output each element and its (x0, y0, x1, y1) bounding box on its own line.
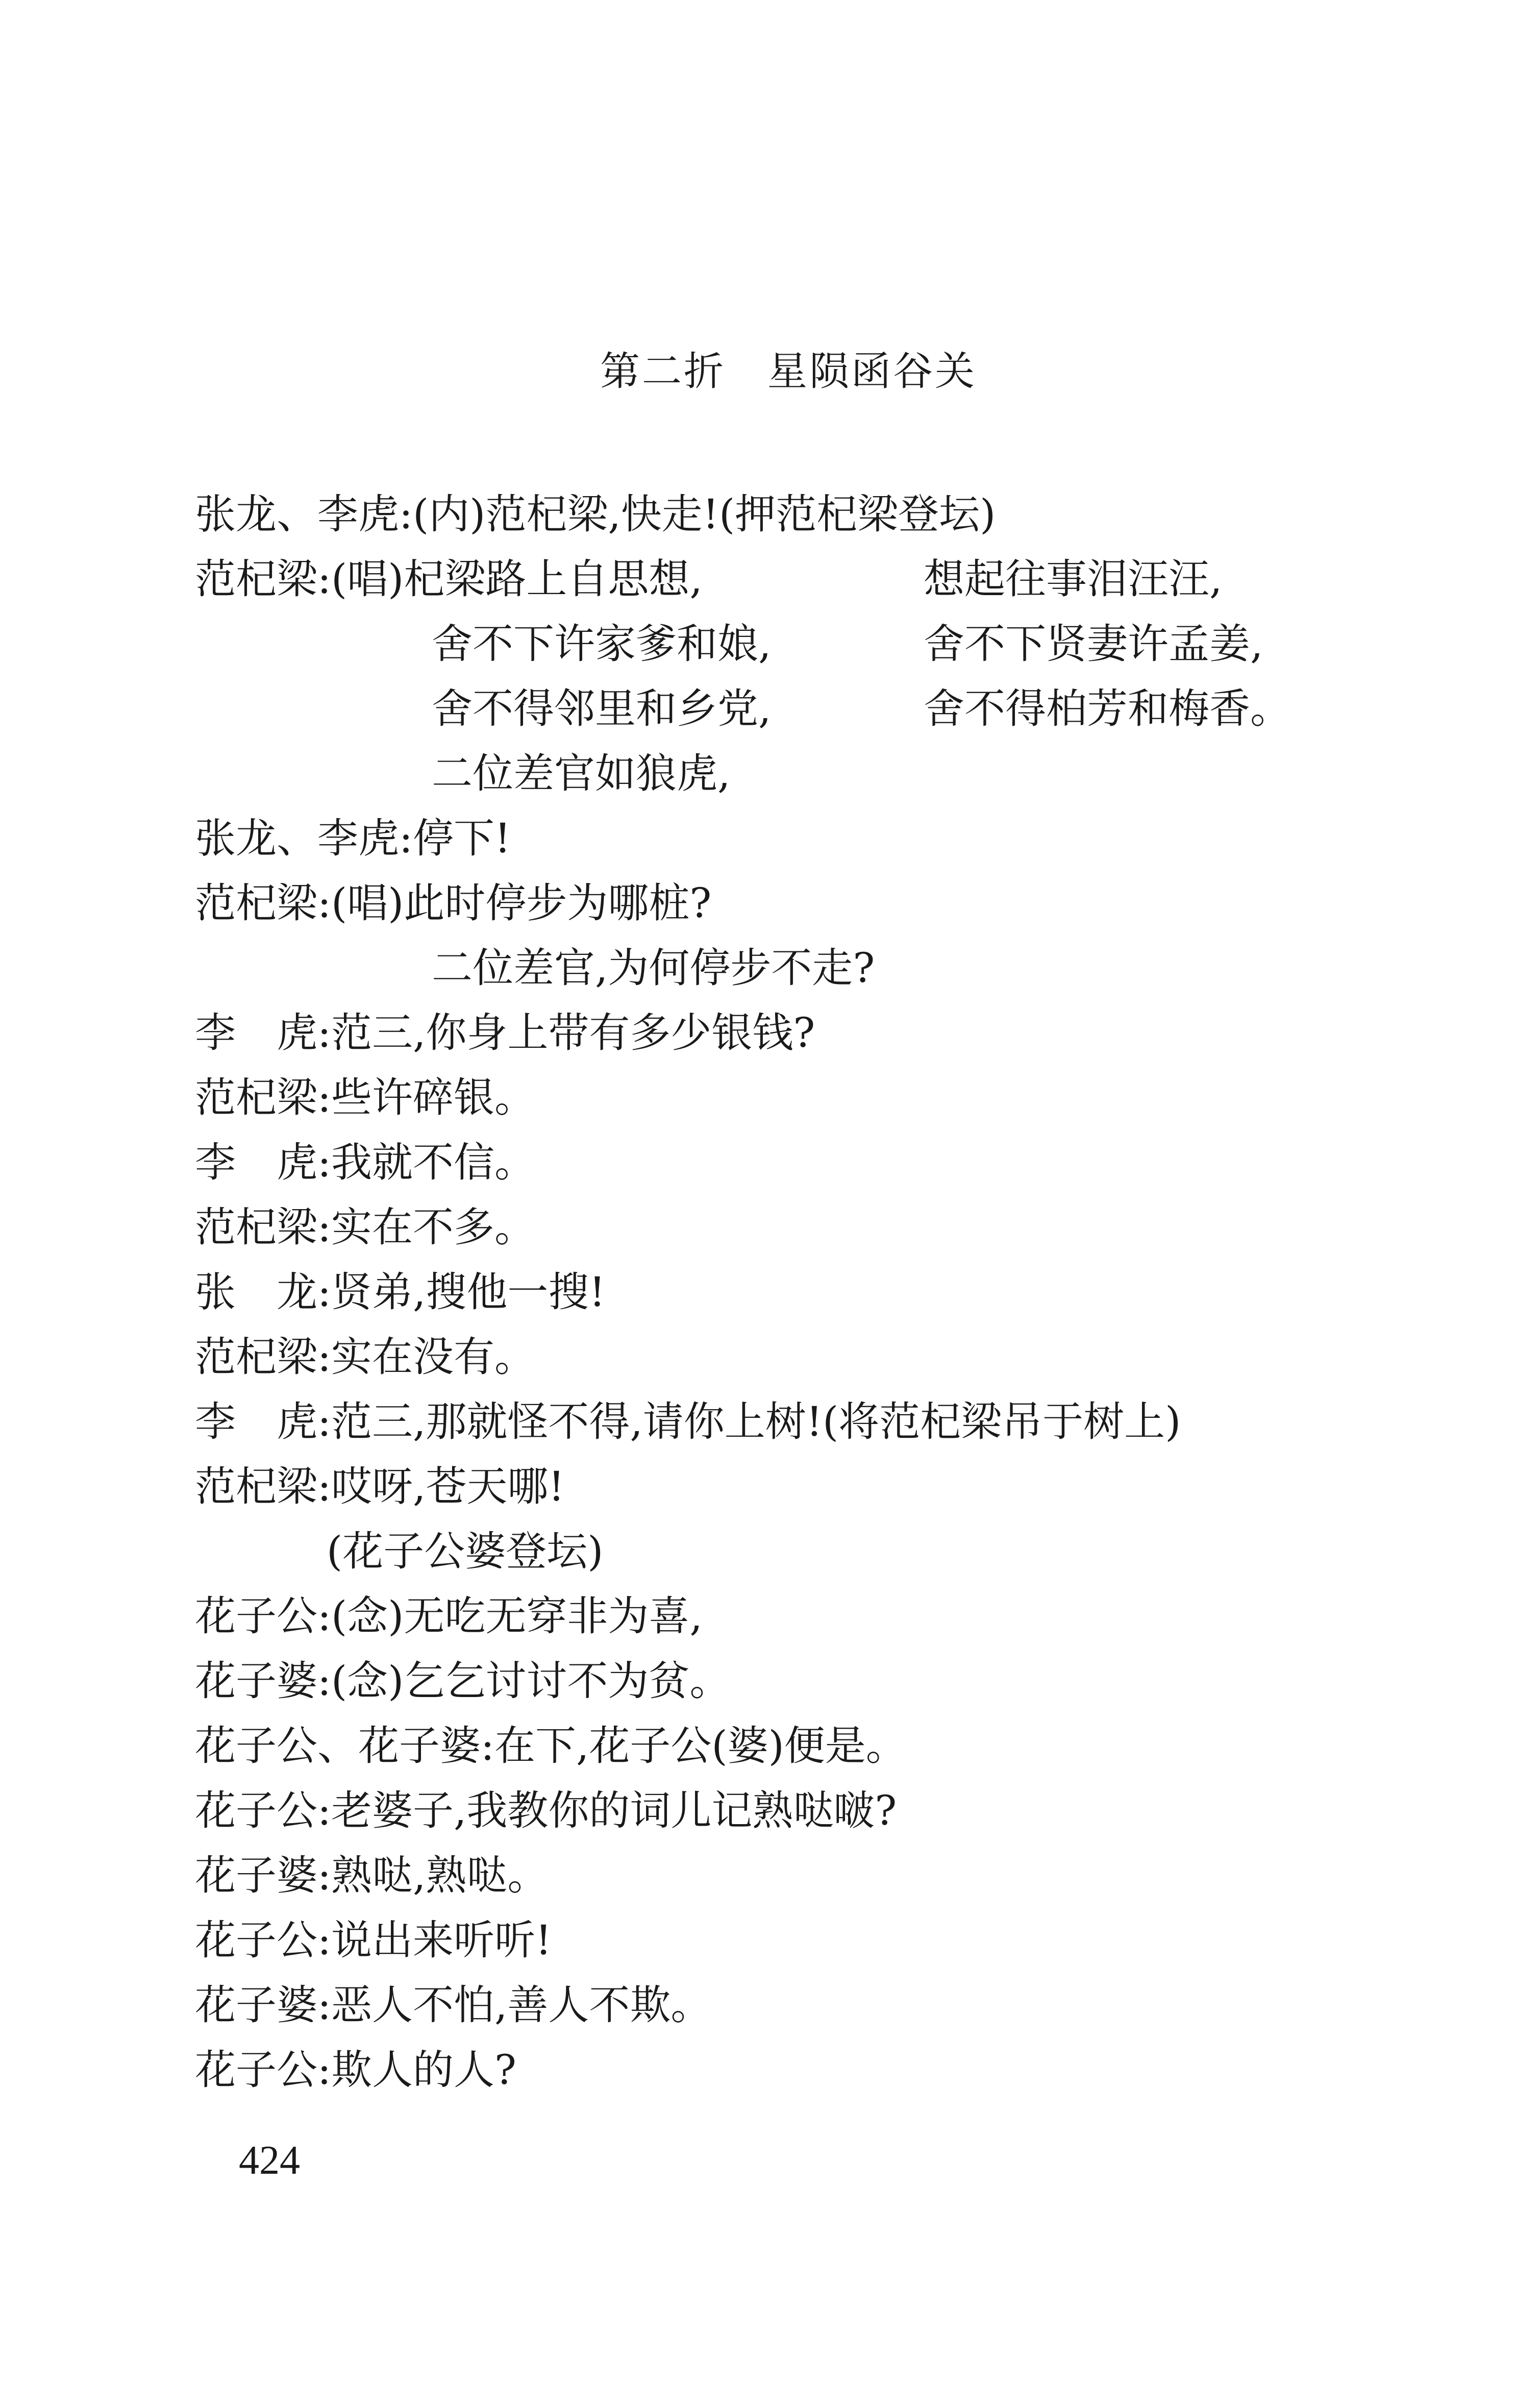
dialogue-line: 李 虎:范三,那就怪不得,请你上树!(将范杞梁吊于树上) (195, 1398, 1181, 1445)
dialogue-line: 张龙、李虎:(内)范杞梁,快走!(押范杞梁登坛) (195, 490, 996, 538)
verse-line: 二位差官,为何停步不走? (432, 944, 875, 992)
verse-line: 舍不得邻里和乡党, (432, 685, 772, 732)
dialogue-line: 花子公:(念)无吃无穿非为喜, (195, 1592, 703, 1640)
verse-line: 二位差官如狼虎, (432, 750, 731, 797)
dialogue-line: 范杞梁:实在没有。 (195, 1333, 535, 1381)
verse-line: 舍不下贤妻许孟姜, (924, 620, 1263, 668)
dialogue-line: 花子公、花子婆:在下,花子公(婆)便是。 (195, 1722, 907, 1770)
verse-line: 舍不得柏芳和梅香。 (924, 685, 1291, 732)
page-title: 第二折 星陨函谷关 (600, 349, 977, 395)
dialogue-line: 李 虎:我就不信。 (195, 1139, 535, 1186)
dialogue-line: 范杞梁:(唱)此时停步为哪桩? (195, 879, 712, 927)
dialogue-line: 张 龙:贤弟,搜他一搜! (195, 1268, 606, 1316)
dialogue-line: 张龙、李虎:停下! (195, 815, 511, 862)
dialogue-line: 范杞梁:实在不多。 (195, 1203, 535, 1251)
dialogue-line: 花子婆:熟哒,熟哒。 (195, 1852, 549, 1899)
dialogue-line: 花子婆:(念)乞乞讨讨不为贫。 (195, 1657, 731, 1705)
dialogue-line: 花子公:说出来听听! (195, 1917, 552, 1964)
dialogue-line: 范杞梁:些许碎银。 (195, 1074, 535, 1121)
dialogue-line: 李 虎:范三,你身上带有多少银钱? (195, 1009, 815, 1057)
dialogue-line: 花子公:老婆子,我教你的词儿记熟哒啵? (195, 1787, 897, 1834)
page-number: 424 (239, 2138, 300, 2183)
verse-line: 想起往事泪汪汪, (924, 555, 1223, 603)
dialogue-line: 范杞梁:(唱)杞梁路上自思想, (195, 555, 703, 603)
stage-direction: (花子公婆登坛) (327, 1528, 604, 1575)
dialogue-line: 花子婆:恶人不怕,善人不欺。 (195, 1981, 712, 2029)
dialogue-line: 花子公:欺人的人? (195, 2046, 516, 2094)
dialogue-line: 范杞梁:哎呀,苍天哪! (195, 1463, 565, 1510)
verse-line: 舍不下许家爹和娘, (432, 620, 772, 668)
